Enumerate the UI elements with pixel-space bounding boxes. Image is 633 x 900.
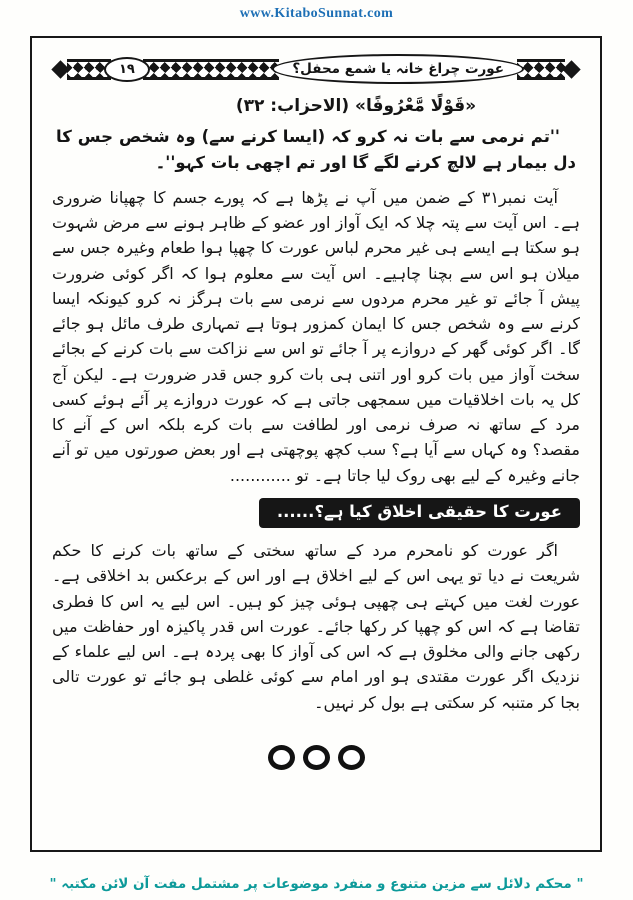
page-number-cartouche bbox=[104, 57, 150, 82]
section-heading-row bbox=[52, 498, 580, 528]
end-ornament-circle-icon bbox=[268, 745, 295, 770]
book-title-cartouche bbox=[272, 54, 524, 84]
ornament-pattern bbox=[517, 59, 565, 80]
ornament-diamond-icon bbox=[562, 60, 580, 78]
end-ornament-circle-icon bbox=[338, 745, 365, 770]
header-ornament-band bbox=[54, 54, 578, 84]
body-paragraph-1: آیت نمبر۳۱ کے ضمن میں آپ نے پڑھا ہے کہ پورے جسم کا چھپانا ضروری ہے۔ اس آیت سے پتہ چلا کہ ایک آواز اور عضو کے ظاہر ہونے سے مرض شہوت ہو سکتا ہے ایسے ہی غیر محرم لباس عورت کا چھپا ہوا طعام وغیرہ جس سے میلان ہو اس سے بچنا چاہیے۔ اس آیت سے معلوم ہوا کہ اگر کوئی ضرورت پیش آ جائے تو غیر محرم مردوں سے نرمی سے بات ہرگز نہ کرو کیونکہ ایسا کرنے سے وہ شخص جس کا ایمان کمزور ہوتا ہے تمہاری طرف مائل ہو جائے گا۔ اگر کوئی گھر کے دروازے پر آ جائے تو اس سے نزاکت سے بات کرنے کے بجائے سخت آواز میں بات کرو اور اتنی ہی بات کرو جس قدر ضرورت ہے۔ لیکن آج کل یہ بات اخلاقیات میں سمجھی جاتی ہے کہ عورت دروازے پر آئے ہوئے کسی مرد کے ساتھ نہ صرف نرمی اور لطافت سے بات کرے بلکہ اس کے آنے کا مقصد؟ وہ کہاں سے آیا ہے؟ سب کچھ پوچھتی ہے اور بعض صورتوں میں تو آنے جانے وغیرہ کے لیے بھی روک لیا جاتا ہے۔ تو ............ bbox=[52, 187, 580, 485]
body-paragraph-2: اگر عورت کو نامحرم مرد کے ساتھ سختی کے ساتھ بات کرنے کا حکم شریعت نے دیا تو یہی اس کے لیے اخلاق ہے اور اس کے برعکس بد اخلاقی ہے۔ عورت لغت میں کہتے ہی چھپی ہوئی چیز کو ہیں۔ اس لیے یہ اس کا فطری تقاضا ہے کہ اس کو چھپا کر رکھا جائے۔ عورت اس قدر پاکیزہ اور حفاظت میں رکھی جانے والی مخلوق ہے کہ اس کی آواز کا بھی پردہ ہے۔ اس لیے علماء کے نزدیک اگر عورت مقتدی ہو اور امام سے کوئی غلطی ہو جائے تو عورت تالی بجا کر متنبہ کر سکتی ہے بول کر نہیں۔ bbox=[52, 540, 580, 712]
site-watermark: www.KitaboSunnat.com bbox=[239, 6, 394, 21]
ornament-pattern bbox=[143, 59, 279, 80]
end-ornament bbox=[52, 745, 580, 770]
footer-tagline: " محکم دلائل سے مزین متنوع و منفرد موضوعات پر مشتمل مفت آن لائن مکتبہ " bbox=[49, 876, 584, 892]
section-heading: عورت کا حقیقی اخلاق کیا ہے؟...... bbox=[259, 498, 580, 528]
book-title: عورت چراغ خانہ یا شمع محفل؟ bbox=[292, 61, 504, 77]
quran-verse: «قَوْلًا مَّعْرُوفًا» (الاحزاب: ٣٢) bbox=[235, 96, 477, 116]
end-ornament-circle-icon bbox=[303, 745, 330, 770]
verse-translation: ''تم نرمی سے بات نہ کرو کہ (ایسا کرنے سے) وہ شخص جس کا دل بیمار ہے لالچ کرنے لگے گا اور تم اچھی بات کہو''۔ bbox=[56, 127, 576, 173]
page-number: ١٩ bbox=[119, 61, 135, 77]
page-frame bbox=[30, 36, 602, 852]
